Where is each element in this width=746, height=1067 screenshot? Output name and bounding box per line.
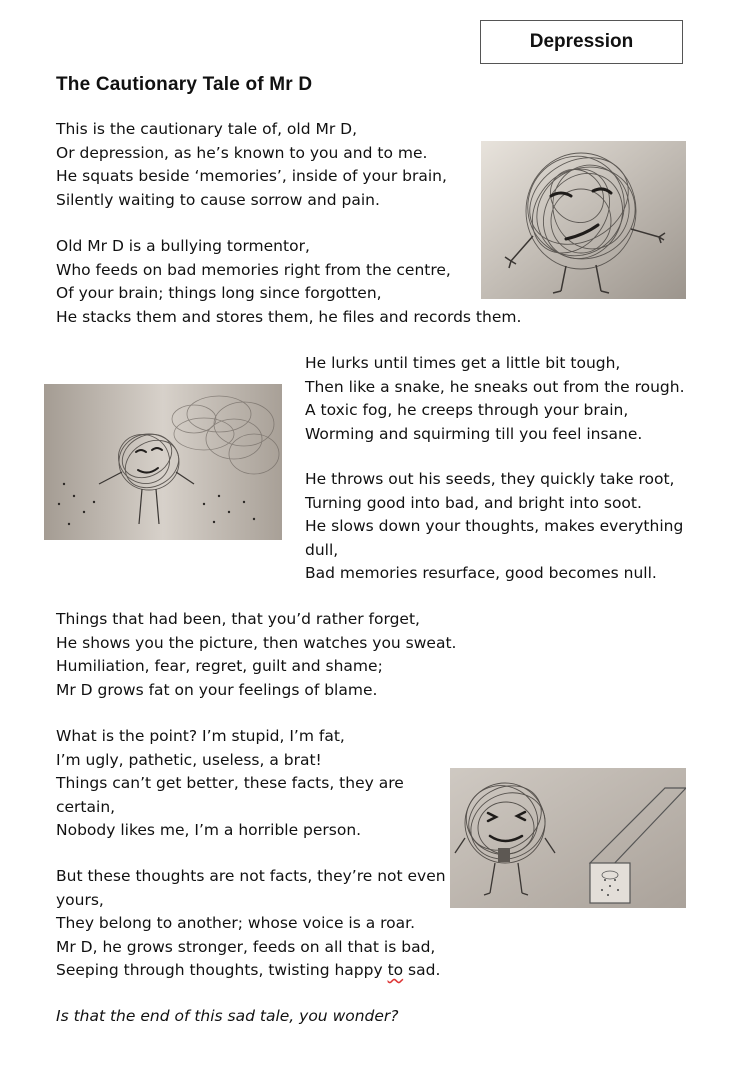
- poem-line: He slows down your thoughts, makes everything: [305, 517, 684, 535]
- spelling-flagged-word: to: [387, 961, 404, 979]
- poem-line: This is the cautionary tale of, old Mr D,: [56, 120, 358, 138]
- poem-line: He squats beside ‘memories’, inside of your brain,: [56, 167, 447, 185]
- closing-line: [56, 1005, 399, 1029]
- poem-line: dull,: [305, 540, 339, 559]
- poem-line: He throws out his seeds, they quickly take root,: [305, 470, 675, 488]
- poem-line: I’m ugly, pathetic, useless, a brat!: [56, 750, 322, 769]
- poem-line-with-spelling-flag: [56, 959, 446, 983]
- stanza-5: [56, 608, 456, 702]
- poem-line: Nobody likes me, I’m a horrible person.: [56, 821, 362, 839]
- scribble-creature-fog-illustration: [44, 384, 282, 540]
- poem-line: Things can’t get better, these facts, they are: [56, 774, 404, 792]
- poem-line: Bad memories resurface, good becomes null.: [305, 564, 657, 582]
- stanza-1: [56, 118, 447, 212]
- poem-line: Worming and squirming till you feel insane.: [305, 424, 643, 443]
- poem-line-part: sad.: [403, 961, 441, 979]
- poem-line: Humiliation, fear, regret, guilt and shame;: [56, 657, 383, 675]
- poem-line: Old Mr D is a bullying tormentor,: [56, 237, 310, 255]
- stanza-4: [305, 468, 683, 586]
- poem-line: Is that the end of this sad tale, you wonder?: [56, 1007, 399, 1025]
- topic-tag-box: [480, 20, 683, 64]
- stanza-6: [56, 725, 404, 843]
- poem-line: Turning good into bad, and bright into soot.: [305, 493, 642, 512]
- poem-line: He stacks them and stores them, he files and records them.: [56, 307, 522, 326]
- poem-line: Of your brain; things long since forgotten,: [56, 284, 382, 302]
- poem-line: But these thoughts are not facts, they’re not even: [56, 867, 446, 885]
- poem-title: The Cautionary Tale of Mr D: [56, 74, 313, 95]
- poem-line: Mr D, he grows stronger, feeds on all that is bad,: [56, 937, 436, 956]
- poem-line: They belong to another; whose voice is a roar.: [56, 914, 416, 932]
- poem-line: certain,: [56, 797, 116, 816]
- poem-line: Silently waiting to cause sorrow and pain.: [56, 190, 380, 209]
- stanza-7: [56, 865, 446, 983]
- poem-line: Then like a snake, he sneaks out from the rough.: [305, 377, 685, 396]
- mr-d-drawing-photo-3: [450, 768, 686, 908]
- poem-line: Who feeds on bad memories right from the centre,: [56, 260, 451, 279]
- stanza-3: [305, 352, 685, 446]
- topic-tag-label: Depression: [529, 31, 634, 52]
- poem-line: Things that had been, that you’d rather forget,: [56, 610, 420, 628]
- mr-d-drawing-photo-2: [44, 384, 282, 540]
- scribble-creature-picture-illustration: [450, 768, 686, 908]
- poem-line: Or depression, as he’s known to you and to me.: [56, 143, 428, 162]
- poem-line: A toxic fog, he creeps through your brain,: [305, 401, 629, 419]
- mr-d-drawing-photo-1: [481, 141, 686, 299]
- poem-line: yours,: [56, 890, 104, 909]
- stanza-2: [56, 235, 521, 329]
- scribble-creature-illustration: [481, 141, 686, 299]
- poem-line: What is the point? I’m stupid, I’m fat,: [56, 727, 345, 745]
- poem-line-part: Seeping through thoughts, twisting happy: [56, 961, 388, 979]
- poem-line: Mr D grows fat on your feelings of blame.: [56, 680, 378, 699]
- poem-line: He shows you the picture, then watches you sweat.: [56, 633, 457, 652]
- poem-line: He lurks until times get a little bit tough,: [305, 354, 621, 372]
